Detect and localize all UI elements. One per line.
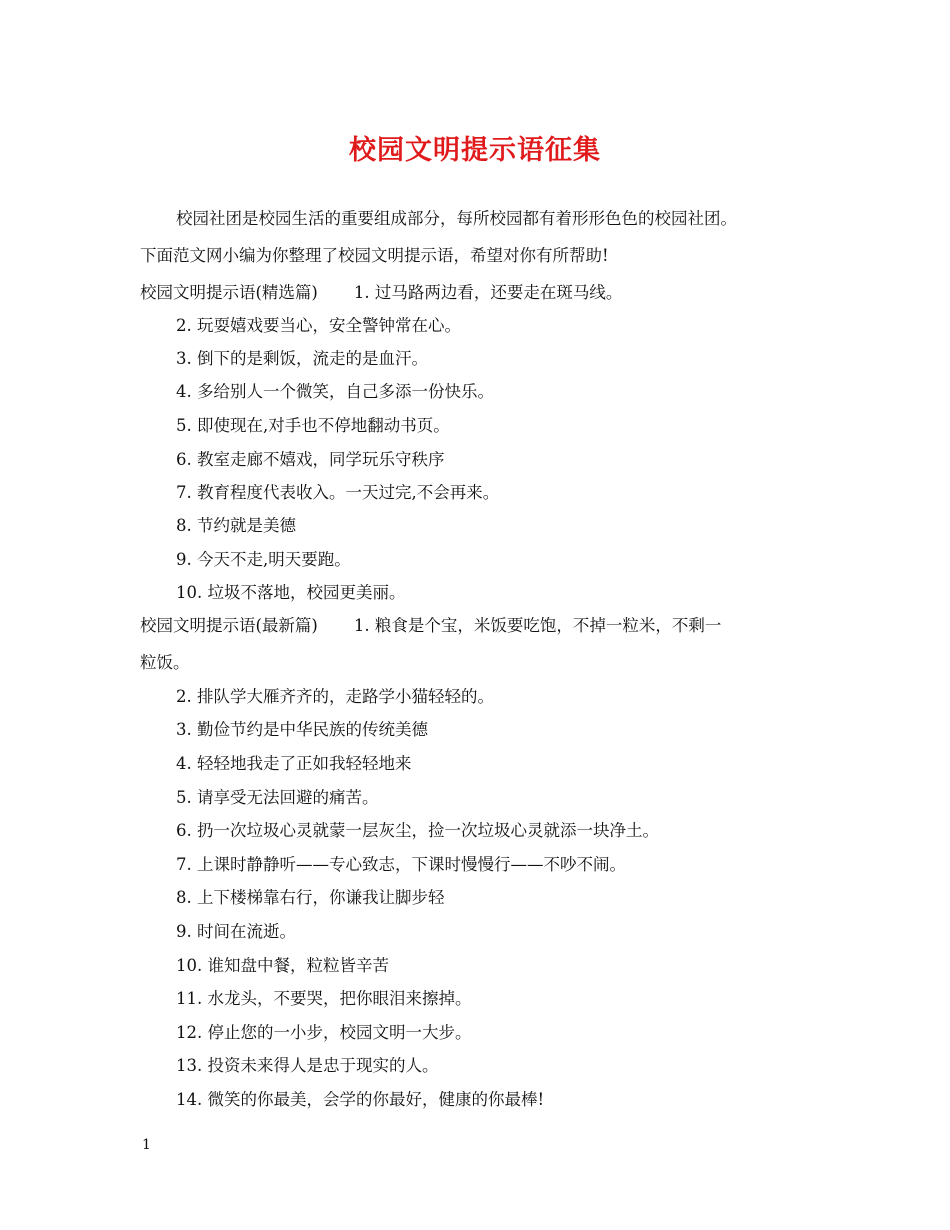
list-item: 4. 轻轻地我走了正如我轻轻地来: [176, 754, 412, 773]
list-item: 9. 今天不走,明天要跑。: [176, 550, 351, 569]
section-2-heading: 校园文明提示语(最新篇): [140, 616, 318, 635]
list-item: 3. 勤俭节约是中华民族的传统美德: [176, 720, 428, 739]
list-item: 1. 粮食是个宝，米饭要吃饱，不掉一粒米，不剩一: [353, 616, 722, 635]
list-item: 5. 即使现在,对手也不停地翻动书页。: [176, 416, 450, 435]
list-item: 8. 节约就是美德: [176, 516, 296, 535]
list-item: 6. 扔一次垃圾心灵就蒙一层灰尘，捡一次垃圾心灵就添一块净土。: [176, 821, 659, 840]
intro-line-1: 校园社团是校园生活的重要组成部分，每所校园都有着形形色色的校园社团。: [176, 209, 737, 228]
list-item-continuation: 粒饭。: [140, 653, 190, 672]
list-item: 13. 投资未来得人是忠于现实的人。: [176, 1056, 439, 1075]
list-item: 5. 请享受无法回避的痛苦。: [176, 788, 379, 807]
list-item: 1. 过马路两边看，还要走在斑马线。: [353, 283, 623, 302]
list-item: 7. 上课时静静听——专心致志，下课时慢慢行——不吵不闹。: [176, 855, 626, 874]
list-item: 12. 停止您的一小步，校园文明一大步。: [176, 1023, 472, 1042]
list-item: 10. 垃圾不落地，校园更美丽。: [176, 583, 406, 602]
list-item: 6. 教室走廊不嬉戏，同学玩乐守秩序: [176, 450, 445, 469]
list-item: 10. 谁知盘中餐，粒粒皆辛苦: [176, 956, 389, 975]
page-number: 1: [142, 1137, 151, 1153]
list-item: 2. 玩耍嬉戏要当心，安全警钟常在心。: [176, 316, 461, 335]
list-item: 2. 排队学大雁齐齐的，走路学小猫轻轻的。: [176, 687, 494, 706]
section-1-heading: 校园文明提示语(精选篇): [140, 283, 318, 302]
intro-line-2: 下面范文网小编为你整理了校园文明提示语，希望对你有所帮助!: [140, 246, 609, 265]
list-item: 3. 倒下的是剩饭，流走的是血汗。: [176, 349, 428, 368]
list-item: 4. 多给别人一个微笑，自己多添一份快乐。: [176, 382, 494, 401]
list-item: 11. 水龙头，不要哭，把你眼泪来擦掉。: [176, 989, 472, 1008]
list-item: 9. 时间在流逝。: [176, 922, 296, 941]
section-2-heading-line: [140, 615, 820, 637]
list-item: 14. 微笑的你最美，会学的你最好，健康的你最棒!: [176, 1090, 545, 1109]
section-1-heading-line: [140, 282, 820, 304]
list-item: 7. 教育程度代表收入。一天过完,不会再来。: [176, 483, 500, 502]
list-item: 8. 上下楼梯靠右行，你谦我让脚步轻: [176, 888, 445, 907]
document-title: 校园文明提示语征集: [349, 135, 601, 166]
